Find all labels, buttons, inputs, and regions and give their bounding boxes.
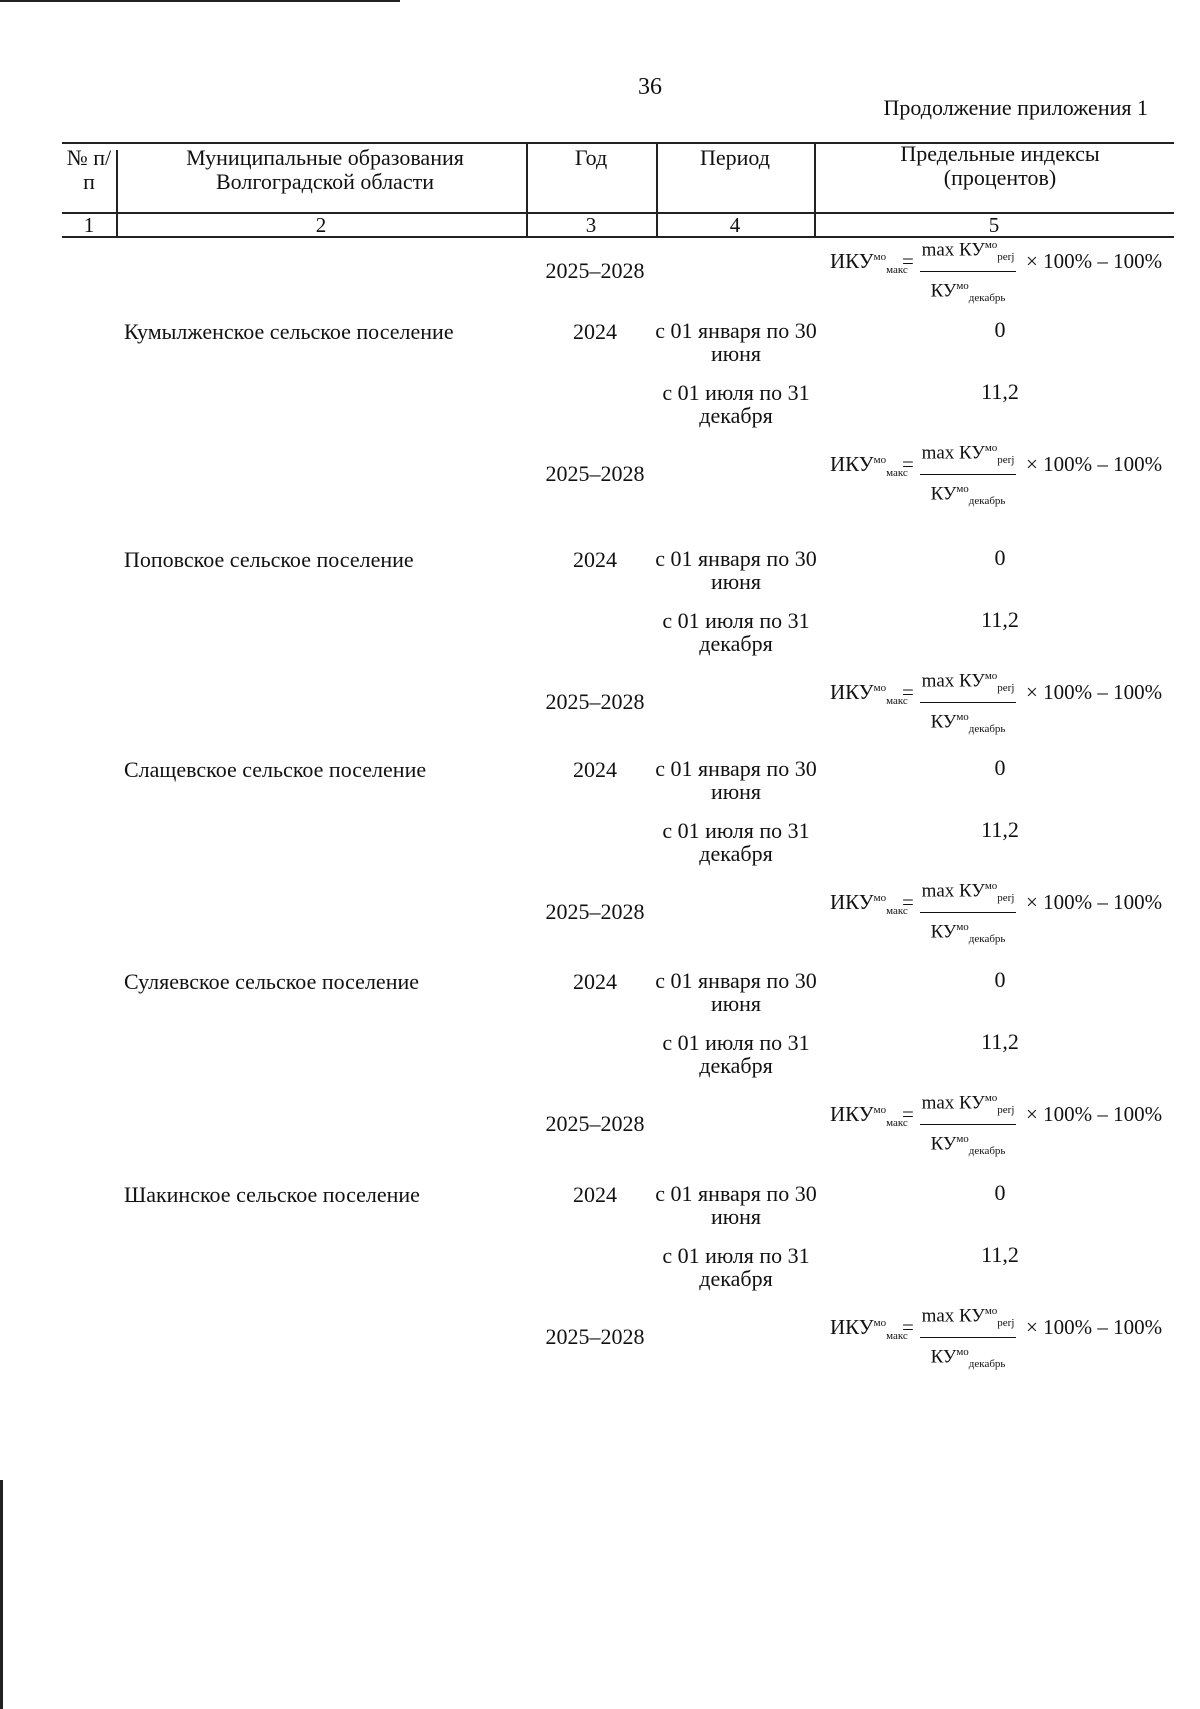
limit-index-formula	[830, 1298, 1180, 1371]
period-cell: с 01 января по 30 июня	[655, 756, 817, 804]
header-index: Предельные индексы (процентов)	[900, 141, 1100, 190]
municipality-name: Шакинское сельское поселение	[124, 1182, 420, 1207]
formula-lhs: $ИКУ^{мо}_{макс}$	[830, 1102, 908, 1130]
formula-numerator: $\max КУ^{мо}_{perj}$	[920, 663, 1016, 703]
header-num: № п/п	[66, 145, 112, 194]
period-cell: с 01 июля по 31 декабря	[662, 818, 810, 866]
limit-index-formula	[830, 663, 1180, 736]
period-cell: с 01 января по 30 июня	[655, 318, 817, 366]
formula-equals: =	[902, 249, 914, 273]
year-cell: 2024	[573, 319, 617, 344]
limit-index-formula	[830, 435, 1180, 508]
formula-denominator: $КУ^{мо}_{декабрь}$	[930, 921, 1006, 946]
column-number: 2	[315, 213, 327, 237]
year-cell: 2024	[573, 1182, 617, 1207]
index-value: 0	[994, 317, 1006, 342]
index-value: 11,2	[981, 379, 1019, 404]
municipality-name: Суляевское сельское поселение	[124, 969, 420, 994]
index-value: 11,2	[981, 1242, 1019, 1267]
year-range: 2025–2028	[545, 461, 645, 486]
formula-numerator: $\max КУ^{мо}_{perj}$	[920, 873, 1016, 913]
formula-denominator: $КУ^{мо}_{декабрь}$	[930, 483, 1006, 508]
index-value: 0	[994, 1180, 1006, 1205]
index-value: 11,2	[981, 817, 1019, 842]
scan-edge-left	[0, 1480, 3, 1709]
formula-equals: =	[902, 680, 914, 704]
formula-lhs: $ИКУ^{мо}_{макс}$	[830, 452, 908, 480]
year-range: 2025–2028	[545, 1111, 645, 1136]
year-range: 2025–2028	[545, 258, 645, 283]
page-number: 36	[638, 74, 662, 100]
formula-denominator: $КУ^{мо}_{декабрь}$	[930, 280, 1006, 305]
limit-index-formula	[830, 232, 1180, 305]
formula-lhs: $ИКУ^{мо}_{макс}$	[830, 890, 908, 918]
formula-denominator: $КУ^{мо}_{декабрь}$	[930, 1133, 1006, 1158]
formula-numerator: $\max КУ^{мо}_{perj}$	[920, 1085, 1016, 1125]
formula-equals: =	[902, 452, 914, 476]
formula-numerator: $\max КУ^{мо}_{perj}$	[920, 435, 1016, 475]
period-cell: с 01 января по 30 июня	[655, 546, 817, 594]
period-cell: с 01 января по 30 июня	[655, 1181, 817, 1229]
municipality-name: Поповское сельское поселение	[124, 547, 414, 572]
formula-fraction	[920, 663, 1016, 743]
municipality-name: Кумылженское сельское поселение	[124, 319, 454, 344]
formula-tail: × 100% – 100%	[1026, 249, 1163, 273]
period-cell: с 01 июля по 31 декабря	[662, 380, 810, 428]
year-range: 2025–2028	[545, 1324, 645, 1349]
formula-tail: × 100% – 100%	[1026, 1315, 1163, 1339]
formula-fraction	[920, 873, 1016, 953]
index-value: 0	[994, 967, 1006, 992]
period-cell: с 01 июля по 31 декабря	[662, 608, 810, 656]
column-number: 3	[585, 213, 597, 237]
period-cell: с 01 июля по 31 декабря	[662, 1030, 810, 1078]
limit-index-formula	[830, 873, 1180, 946]
continuation-caption: Продолжение приложения 1	[883, 95, 1148, 120]
index-value: 0	[994, 545, 1006, 570]
formula-tail: × 100% – 100%	[1026, 680, 1163, 704]
formula-tail: × 100% – 100%	[1026, 1102, 1163, 1126]
header-period: Период	[700, 145, 770, 170]
formula-denominator: $КУ^{мо}_{декабрь}$	[930, 1346, 1006, 1371]
formula-numerator: $\max КУ^{мо}_{perj}$	[920, 232, 1016, 272]
period-cell: с 01 января по 30 июня	[655, 968, 817, 1016]
formula-fraction	[920, 1298, 1016, 1378]
formula-equals: =	[902, 1315, 914, 1339]
index-value: 11,2	[981, 607, 1019, 632]
scan-edge-top	[0, 0, 400, 2]
formula-tail: × 100% – 100%	[1026, 452, 1163, 476]
header-year: Год	[574, 145, 608, 170]
formula-numerator: $\max КУ^{мо}_{perj}$	[920, 1298, 1016, 1338]
limit-index-formula	[830, 1085, 1180, 1158]
period-cell: с 01 июля по 31 декабря	[662, 1243, 810, 1291]
formula-lhs: $ИКУ^{мо}_{макс}$	[830, 680, 908, 708]
column-number: 4	[729, 213, 741, 237]
formula-fraction	[920, 435, 1016, 515]
header-municipality: Муниципальные образования Волгоградской области	[186, 145, 464, 194]
formula-equals: =	[902, 1102, 914, 1126]
formula-fraction	[920, 1085, 1016, 1165]
formula-equals: =	[902, 890, 914, 914]
formula-lhs: $ИКУ^{мо}_{макс}$	[830, 249, 908, 277]
formula-fraction	[920, 232, 1016, 312]
year-range: 2025–2028	[545, 689, 645, 714]
column-number: 1	[83, 213, 95, 237]
formula-lhs: $ИКУ^{мо}_{макс}$	[830, 1315, 908, 1343]
year-cell: 2024	[573, 547, 617, 572]
year-range: 2025–2028	[545, 899, 645, 924]
year-cell: 2024	[573, 969, 617, 994]
index-value: 11,2	[981, 1029, 1019, 1054]
index-value: 0	[994, 755, 1006, 780]
municipality-name: Слащевское сельское поселение	[124, 757, 427, 782]
column-number: 5	[988, 213, 1000, 237]
year-cell: 2024	[573, 757, 617, 782]
formula-tail: × 100% – 100%	[1026, 890, 1163, 914]
formula-denominator: $КУ^{мо}_{декабрь}$	[930, 711, 1006, 736]
